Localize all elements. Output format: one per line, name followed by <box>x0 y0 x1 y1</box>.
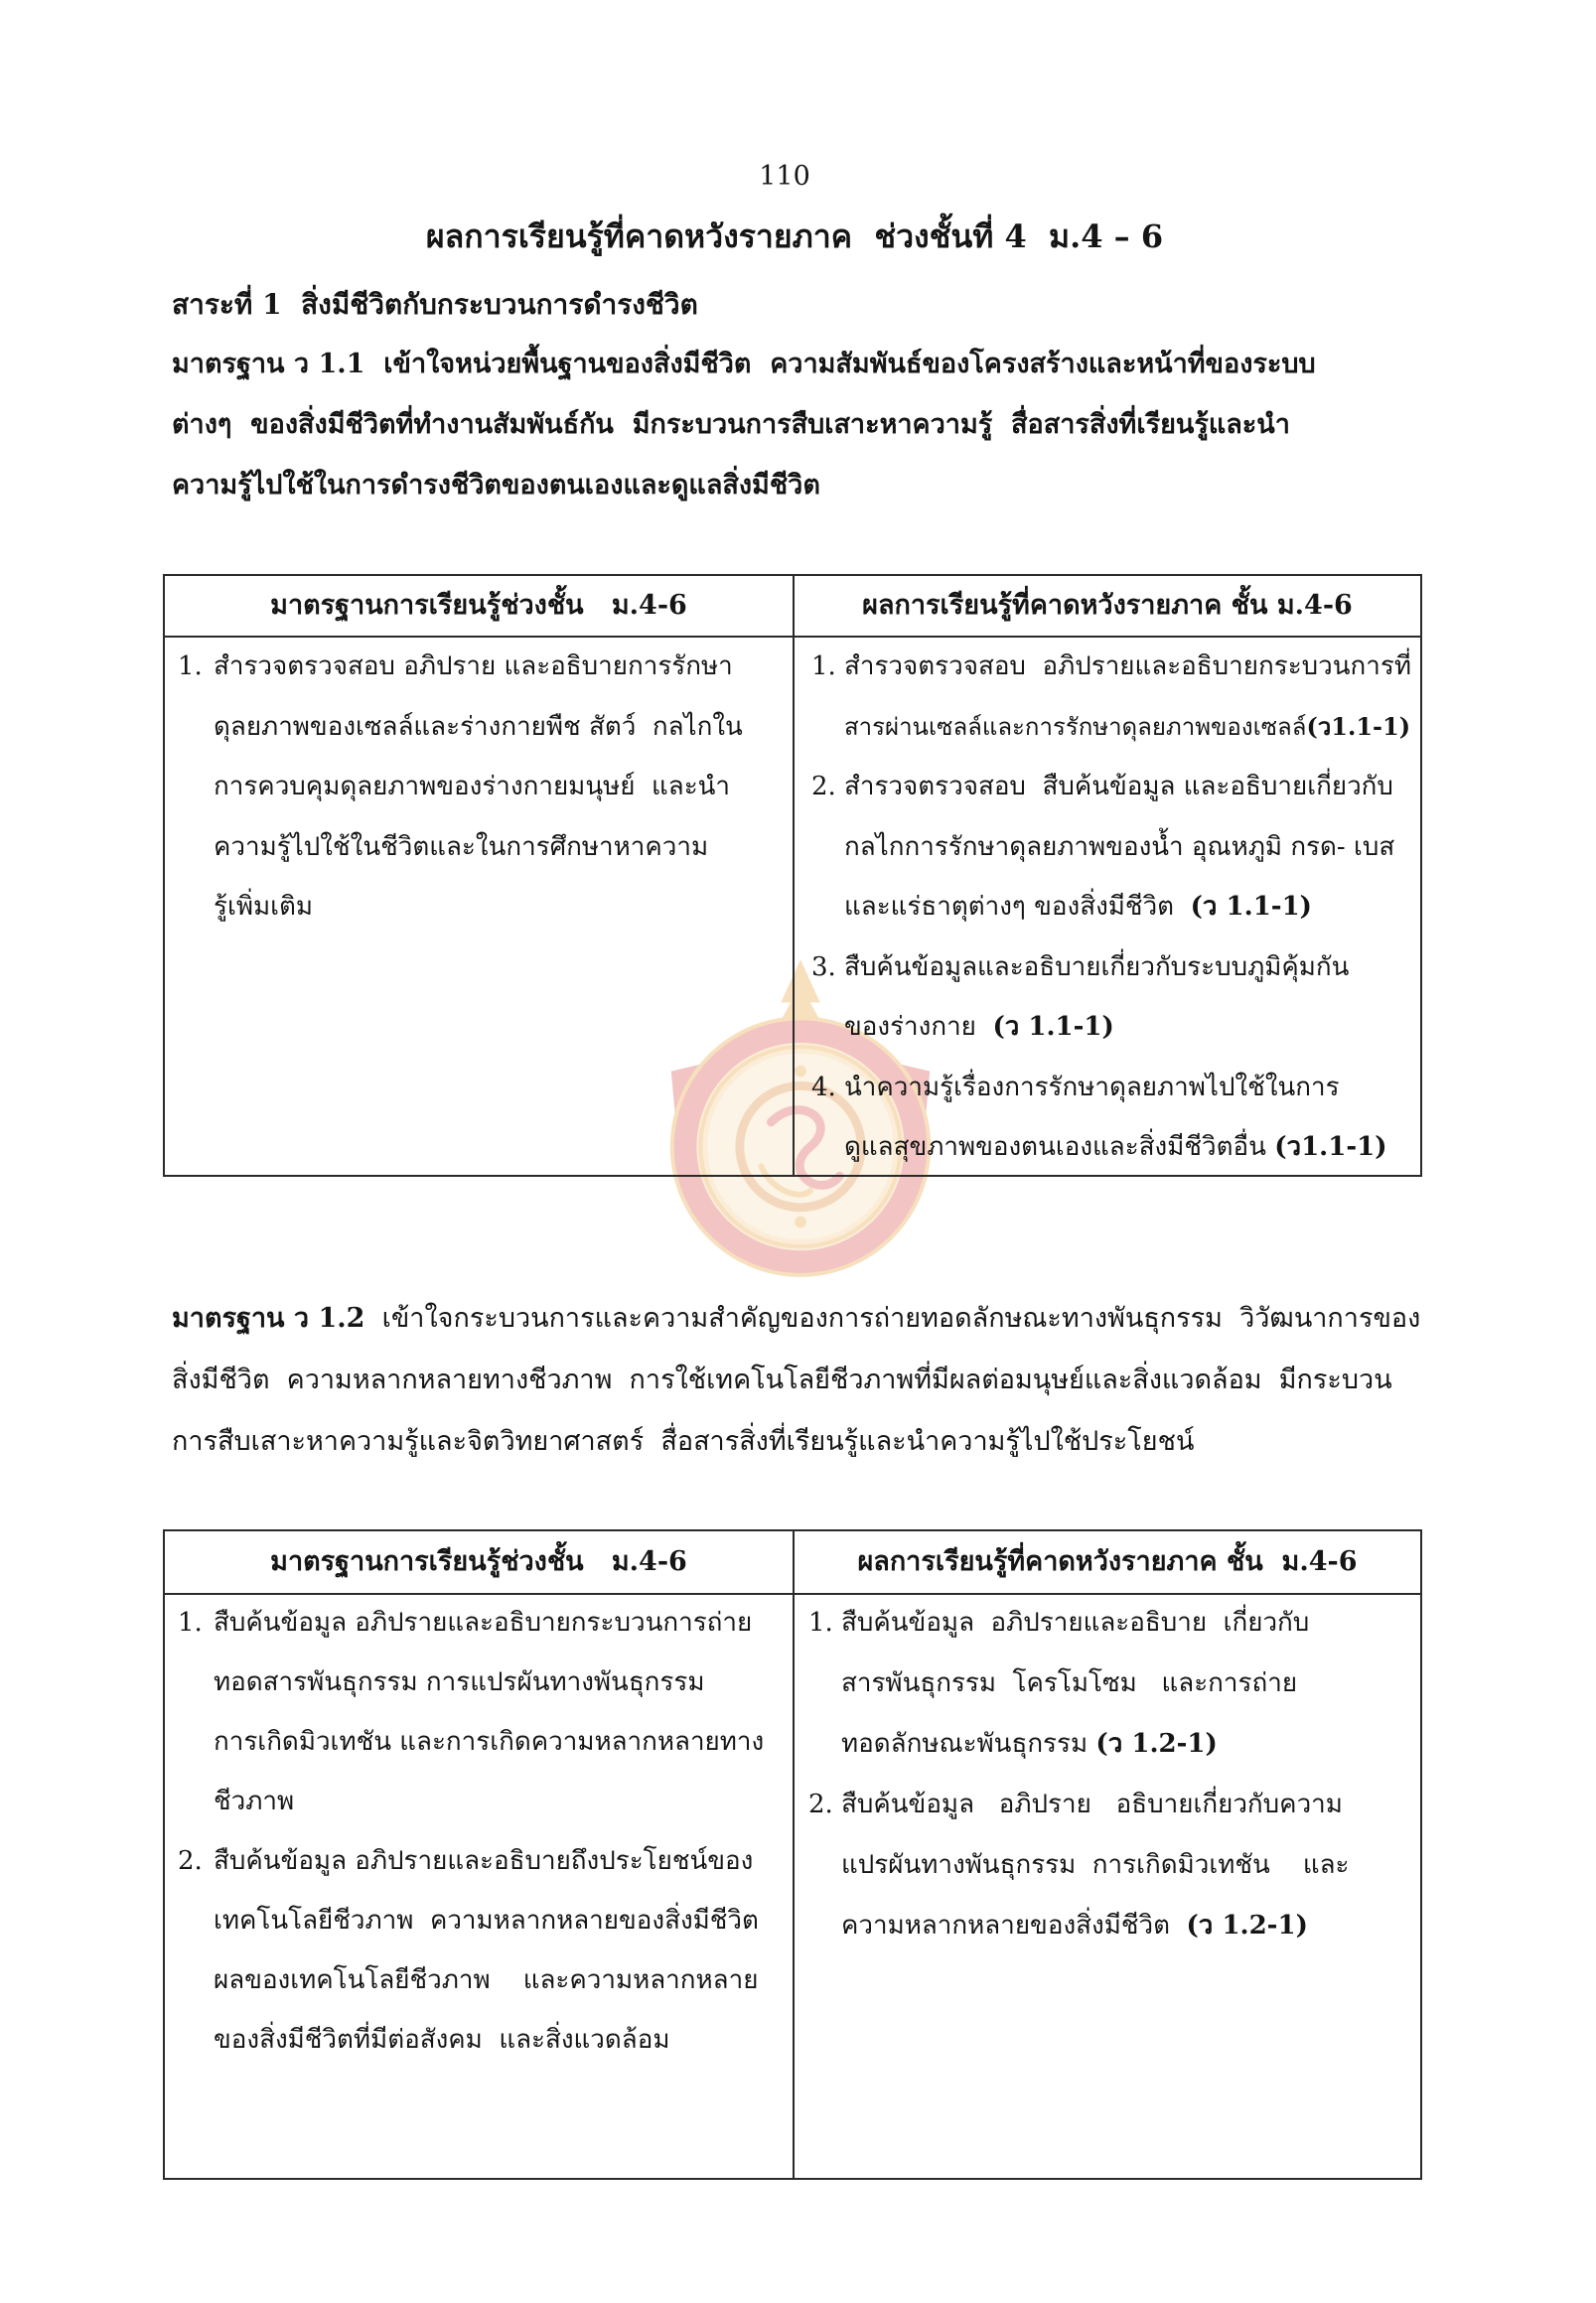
item-text: สืบค้นข้อมูล อภิปรายและอธิบาย เกี่ยวกับ <box>841 1608 1310 1638</box>
standard-1-paragraph <box>172 334 1542 515</box>
list-item <box>795 1593 1420 1775</box>
item-line: ทอดสารพันธุกรรม การแปรผันทางพันธุกรรม <box>214 1667 705 1697</box>
list-item <box>795 757 1420 937</box>
item-number: 2. <box>808 1790 833 1819</box>
item-line: การควบคุมดุลยภาพของร่างกายมนุษย์ และนำ <box>214 772 731 801</box>
indicator-code: (ว1.1-1) <box>1274 1132 1387 1162</box>
item-text: สำรวจตรวจสอบ สืบค้นข้อมูล และอธิบายเกี่ยวกับ <box>844 772 1393 801</box>
list-item <box>795 637 1420 757</box>
table-header-right: ผลการเรียนรู้ที่คาดหวังรายภาค ชั้น ม.4-6 <box>862 590 1353 621</box>
item-number: 2. <box>178 1846 203 1876</box>
item-text: สำรวจตรวจสอบ อภิปรายและอธิบายกระบวนการที่ <box>844 651 1411 681</box>
item-line <box>795 1117 1420 1178</box>
item-number: 3. <box>811 951 836 982</box>
item-text: สืบค้นข้อมูล อภิปรายและอธิบายถึงประโยชน์ของ <box>214 1846 754 1876</box>
item-number: 1. <box>808 1608 833 1638</box>
list-item <box>165 1593 791 1831</box>
list-item <box>165 1831 791 2070</box>
indicator-code: (ว 1.2-1) <box>1095 1729 1218 1759</box>
list-item <box>795 1775 1420 1956</box>
item-line <box>795 1714 1420 1775</box>
standard-line <box>172 334 1542 394</box>
list-item <box>165 637 791 937</box>
item-number: 1. <box>178 1608 203 1638</box>
item-line <box>795 877 1420 937</box>
standard-label: มาตรฐาน ว 1.2 <box>172 1303 365 1334</box>
item-text: สืบค้นข้อมูล อภิปราย อธิบายเกี่ยวกับความ <box>841 1790 1343 1819</box>
standard-line: สิ่งมีชีวิต ความหลากหลายทางชีวภาพ การใช้เทคโนโลยีชีวภาพที่มีผลต่อมนุษย์และสิ่งแวดล้อม มีกระบวน <box>172 1365 1392 1395</box>
item-text: ของร่างกาย <box>844 1012 993 1042</box>
indicator-code: (ว 1.2-1) <box>1186 1911 1308 1941</box>
list-item <box>795 937 1420 1058</box>
indicator-code: (ว 1.1-1) <box>1190 892 1312 922</box>
table-2-right-column <box>795 1593 1420 1956</box>
item-line: ความรู้ไปใช้ในชีวิตและในการศึกษาหาความ <box>214 831 709 862</box>
indicator-code: (ว1.1-1) <box>1306 711 1411 741</box>
standard-line: การสืบเสาะหาความรู้และจิตวิทยาศาสตร์ สื่อสารสิ่งที่เรียนรู้และนำความรู้ไปใช้ประโยชน์ <box>172 1426 1195 1457</box>
table-header-left: มาตรฐานการเรียนรู้ช่วงชั้น ม.4-6 <box>270 590 687 621</box>
standards-table-1 <box>163 574 1422 1177</box>
item-line: ดุลยภาพของเซลล์และร่างกายพืช สัตว์ กลไกใน <box>214 711 743 742</box>
item-line <box>165 1593 791 1653</box>
item-line <box>795 937 1420 998</box>
item-number: 2. <box>811 772 836 801</box>
item-line: กลไกการรักษาดุลยภาพของน้ำ อุณหภูมิ กรด- เบส <box>844 831 1395 862</box>
standards-table-2 <box>163 1529 1422 2180</box>
standard-2-paragraph <box>172 1288 1542 1473</box>
item-line <box>795 757 1420 817</box>
item-line <box>795 697 1420 758</box>
item-number: 4. <box>811 1072 836 1102</box>
item-line <box>795 1058 1420 1118</box>
indicator-code: (ว 1.1-1) <box>992 1012 1114 1042</box>
item-text: สืบค้นข้อมูล อภิปรายและอธิบายกระบวนการถ่าย <box>214 1608 753 1638</box>
item-line: เทคโนโลยีชีวภาพ ความหลากหลายของสิ่งมีชีวิต <box>214 1906 759 1936</box>
table-header-left: มาตรฐานการเรียนรู้ช่วงชั้น ม.4-6 <box>270 1546 687 1577</box>
table-2-left-column <box>165 1593 791 2070</box>
standard-line: ความรู้ไปใช้ในการดำรงชีวิตของตนเองและดูแลสิ่งมีชีวิต <box>172 470 820 501</box>
item-text: นำความรู้เรื่องการรักษาดุลยภาพไปใช้ในการ <box>844 1072 1340 1102</box>
item-line: รู้เพิ่มเติม <box>214 892 314 922</box>
standard-label: มาตรฐาน ว 1.1 <box>172 349 365 379</box>
item-text: ทอดลักษณะพันธุกรรม <box>841 1729 1096 1759</box>
item-line <box>795 1775 1420 1835</box>
item-line <box>795 1593 1420 1654</box>
page-title: ผลการเรียนรู้ที่คาดหวังรายภาค ช่วงชั้นที่ 4 ม.4 – 6 <box>425 217 1164 255</box>
item-line <box>795 1896 1420 1956</box>
item-text: สืบค้นข้อมูลและอธิบายเกี่ยวกับระบบภูมิคุ้มกัน <box>844 951 1350 982</box>
item-line <box>795 637 1420 697</box>
standard-text: เข้าใจกระบวนการและความสำคัญของการถ่ายทอดลักษณะทางพันธุกรรม วิวัฒนาการของ <box>364 1303 1421 1334</box>
item-line: การเกิดมิวเทชัน และการเกิดความหลากหลายทาง <box>214 1727 765 1757</box>
table-1-left-column <box>165 637 791 937</box>
item-line: ชีวภาพ <box>214 1787 295 1816</box>
strand-heading: สาระที่ 1 สิ่งมีชีวิตกับกระบวนการดำรงชีวิต <box>172 288 698 321</box>
list-item <box>795 1058 1420 1178</box>
standard-line: ต่างๆ ของสิ่งมีชีวิตที่ทำงานสัมพันธ์กัน มีกระบวนการสืบเสาะหาความรู้ สื่อสารสิ่งที่เรียนรู้และนำ <box>172 409 1290 440</box>
item-line: แปรผันทางพันธุกรรม การเกิดมิวเทชัน และ <box>841 1850 1350 1880</box>
item-text: และแร่ธาตุต่างๆ ของสิ่งมีชีวิต <box>844 892 1191 922</box>
item-line <box>165 1831 791 1891</box>
standard-line <box>172 1288 1542 1350</box>
item-text: สารผ่านเซลล์และการรักษาดุลยภาพของเซลล์ <box>844 712 1307 741</box>
standard-text: เข้าใจหน่วยพื้นฐานของสิ่งมีชีวิต ความสัมพันธ์ของโครงสร้างและหน้าที่ของระบบ <box>364 349 1316 379</box>
item-text: ดูแลสุขภาพของตนเองและสิ่งมีชีวิตอื่น <box>844 1132 1275 1162</box>
page-number: 110 <box>759 161 810 192</box>
item-line: ของสิ่งมีชีวิตที่มีต่อสังคม และสิ่งแวดล้อม <box>214 2025 670 2055</box>
table-1-right-column <box>795 637 1420 1178</box>
item-number: 1. <box>811 651 836 681</box>
item-number: 1. <box>178 651 203 681</box>
table-header-right: ผลการเรียนรู้ที่คาดหวังรายภาค ชั้น ม.4-6 <box>857 1546 1358 1577</box>
item-line <box>795 997 1420 1058</box>
item-text: ความหลากหลายของสิ่งมีชีวิต <box>841 1911 1187 1941</box>
item-line <box>165 637 791 697</box>
item-line: สารพันธุกรรม โครโมโซม และการถ่าย <box>841 1668 1298 1698</box>
item-line: ผลของเทคโนโลยีชีวภาพ และความหลากหลาย <box>214 1965 759 1995</box>
item-text: สำรวจตรวจสอบ อภิปราย และอธิบายการรักษา <box>214 651 733 681</box>
